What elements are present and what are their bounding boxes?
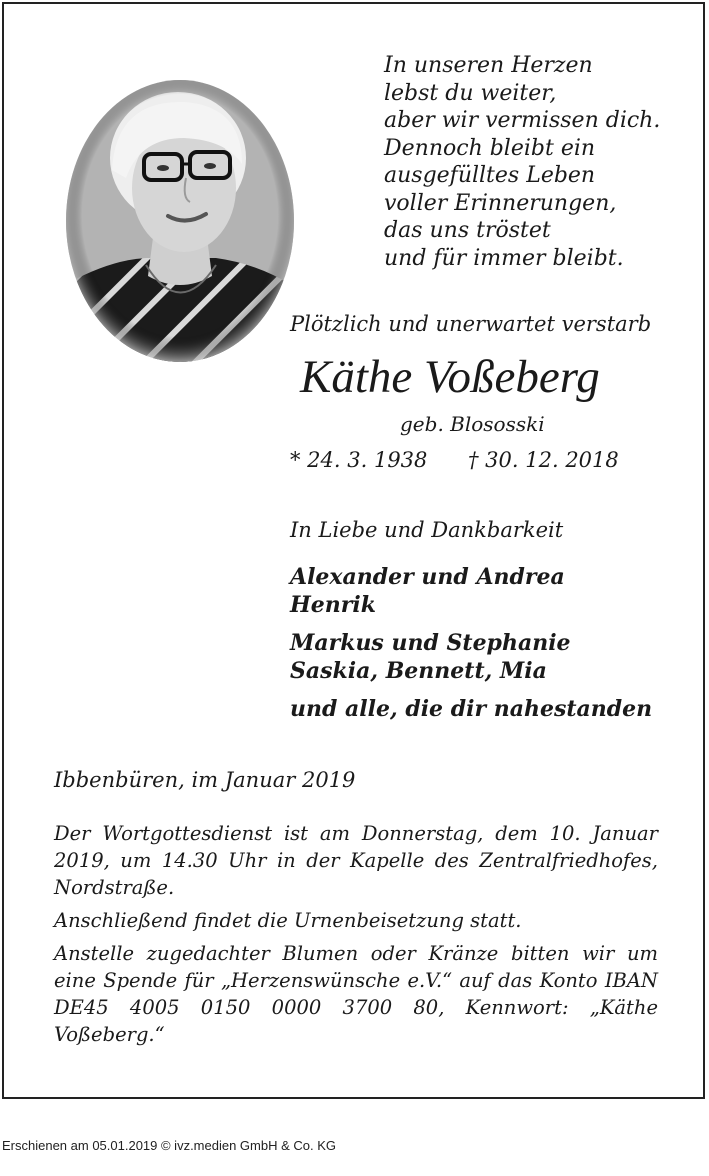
poem-line: das uns tröstet [384, 218, 551, 243]
family-line: Saskia, Bennett, Mia [290, 658, 547, 684]
memorial-poem [384, 52, 660, 272]
family-line: Henrik [290, 592, 376, 618]
poem-line: In unseren Herzen [384, 53, 593, 78]
poem-line: und für immer bleibt. [384, 245, 624, 271]
place-date: Ibbenbüren, im Januar 2019 [54, 768, 356, 792]
notice-paragraph: Der Wortgottesdienst ist am Donnerstag, dem 10. Januar 2019, um 14.30 Uhr in der Kapelle des Zentralfriedhofes, Nordstraße. [54, 822, 658, 899]
publication-footer: Erschienen am 05.01.2019 © ivz.medien GmbH & Co. KG [2, 1138, 337, 1153]
portrait-photo [66, 80, 294, 362]
life-dates [290, 448, 619, 472]
family-group [290, 695, 652, 723]
death-announcement: Plötzlich und unerwartet verstarb [290, 312, 652, 336]
death-date: † 30. 12. 2018 [468, 448, 619, 472]
poem-line: voller Erinnerungen, [384, 190, 617, 216]
family-signatures [290, 563, 652, 733]
family-line: Alexander und Andrea [290, 564, 565, 590]
poem-line: aber wir vermissen dich. [384, 108, 661, 133]
notice-paragraph: Anschließend findet die Urnenbeisetzung statt. [54, 909, 522, 932]
deceased-name: Käthe Voßeberg [300, 351, 600, 403]
family-line: und alle, die dir nahestanden [290, 696, 653, 722]
birth-name: geb. Blososski [400, 412, 545, 436]
poem-line: Dennoch bleibt ein [384, 135, 596, 161]
family-group [290, 629, 652, 685]
dedication: In Liebe und Dankbarkeit [290, 518, 564, 542]
poem-line: ausgefülltes Leben [384, 163, 596, 188]
notice-paragraph: Anstelle zugedachter Blumen oder Kränze bitten wir um eine Spende für „Herzenswünsche e.V.“ auf das Konto IBAN DE45 4005 0150 0000 3700 80, Kennwort: „Käthe Voßeberg.“ [54, 942, 658, 1046]
birth-date: * 24. 3. 1938 [290, 448, 428, 472]
family-line: Markus und Stephanie [290, 630, 571, 656]
poem-line: lebst du weiter, [384, 80, 557, 106]
service-notices [54, 820, 658, 1054]
family-group [290, 563, 652, 619]
